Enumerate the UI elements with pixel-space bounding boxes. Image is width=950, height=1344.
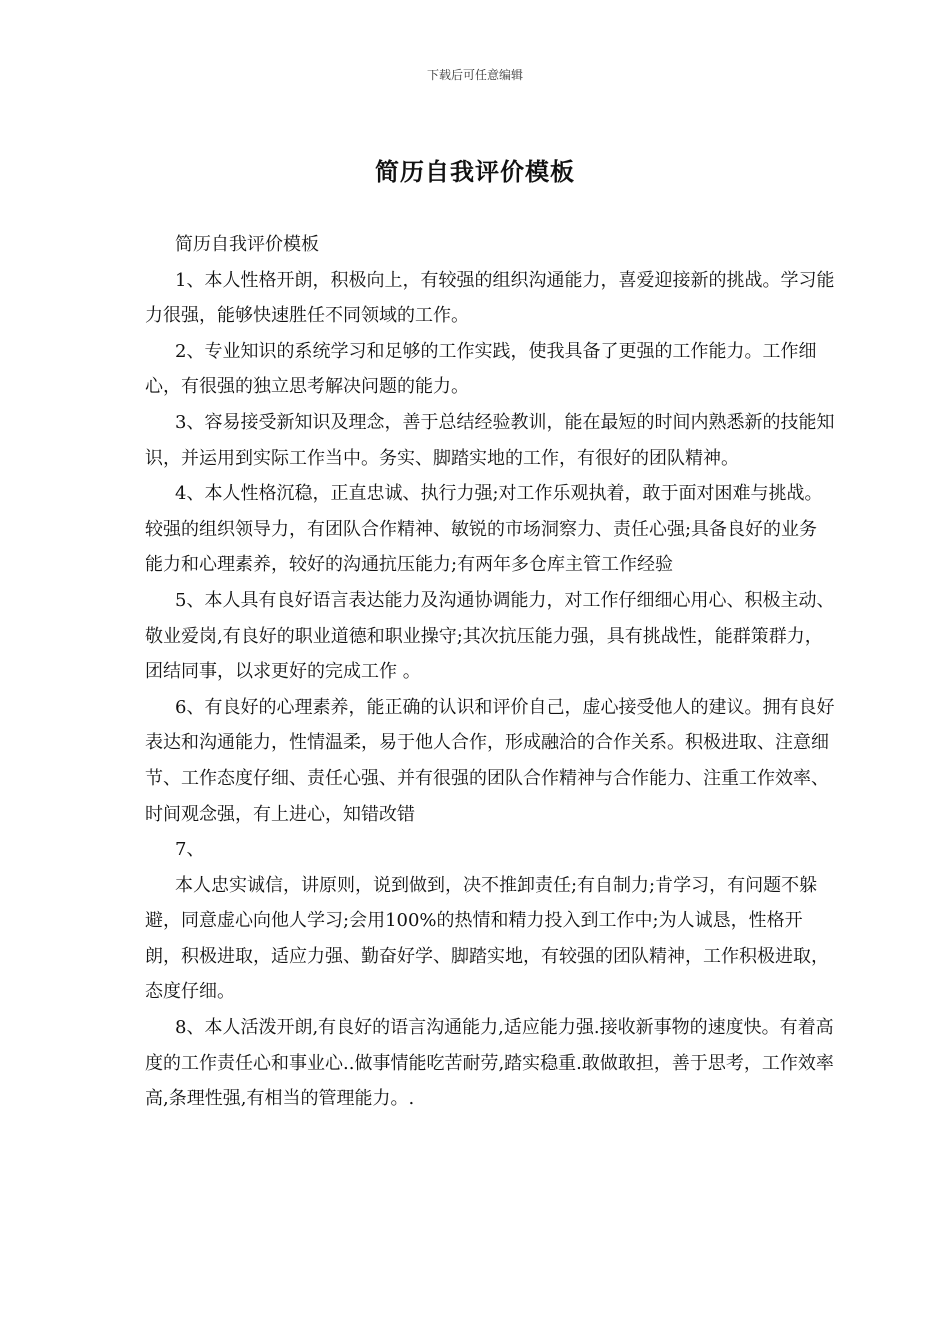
paragraph-4: 4、本人性格沉稳，正直忠诚、执行力强;对工作乐观执着，敢于面对困难与挑战。较强的组织领导力，有团队合作精神、敏锐的市场洞察力、责任心强;具备良好的业务能力和心理素养，较好的沟通抗压能力;有两年多仓库主管工作经验 — [145, 483, 823, 576]
document-title: 简历自我评价模板 — [375, 157, 575, 186]
paragraph-6: 6、有良好的心理素养，能正确的认识和评价自己，虚心接受他人的建议。拥有良好表达和沟通能力，性情温柔，易于他人合作，形成融洽的合作关系。积极进取、注意细节、工作态度仔细、责任心强、并有很强的团队合作精神与合作能力、注重工作效率、时间观念强，有上进心，知错改错 — [145, 696, 835, 825]
paragraph-2: 2、专业知识的系统学习和足够的工作实践，使我具备了更强的工作能力。工作细心，有很强的独立思考解决问题的能力。 — [145, 340, 817, 398]
document-body — [145, 227, 835, 1117]
paragraph-7-number: 7、 — [175, 839, 205, 861]
header-note: 下载后可任意编辑 — [426, 68, 523, 82]
paragraph-7: 本人忠实诚信，讲原则，说到做到，决不推卸责任;有自制力;肯学习，有问题不躲避，同意虚心向他人学习;会用100%的热情和精力投入到工作中;为人诚恳，性格开朗，积极进取，适应力强、勤奋好学、脚踏实地，有较强的团队精神，工作积极进取，态度仔细。 — [145, 874, 829, 1003]
paragraph-1: 1、本人性格开朗，积极向上，有较强的组织沟通能力，喜爱迎接新的挑战。学习能力很强，能够快速胜任不同领域的工作。 — [145, 269, 835, 327]
body-subtitle: 简历自我评价模板 — [175, 234, 319, 255]
paragraph-8: 8、本人活泼开朗,有良好的语言沟通能力,适应能力强.接收新事物的速度快。有着高度的工作责任心和事业心..做事情能吃苦耐劳,踏实稳重.敢做敢担，善于思考，工作效率高,条理性强,有相当的管理能力。. — [145, 1017, 834, 1110]
paragraph-5: 5、本人具有良好语言表达能力及沟通协调能力，对工作仔细细心用心、积极主动、敬业爱岗,有良好的职业道德和职业操守;其次抗压能力强，具有挑战性，能群策群力，团结同事，以求更好的完成工作 。 — [145, 589, 835, 683]
paragraph-3: 3、容易接受新知识及理念，善于总结经验教训，能在最短的时间内熟悉新的技能知识，并运用到实际工作当中。务实、脚踏实地的工作，有很好的团队精神。 — [145, 411, 835, 469]
